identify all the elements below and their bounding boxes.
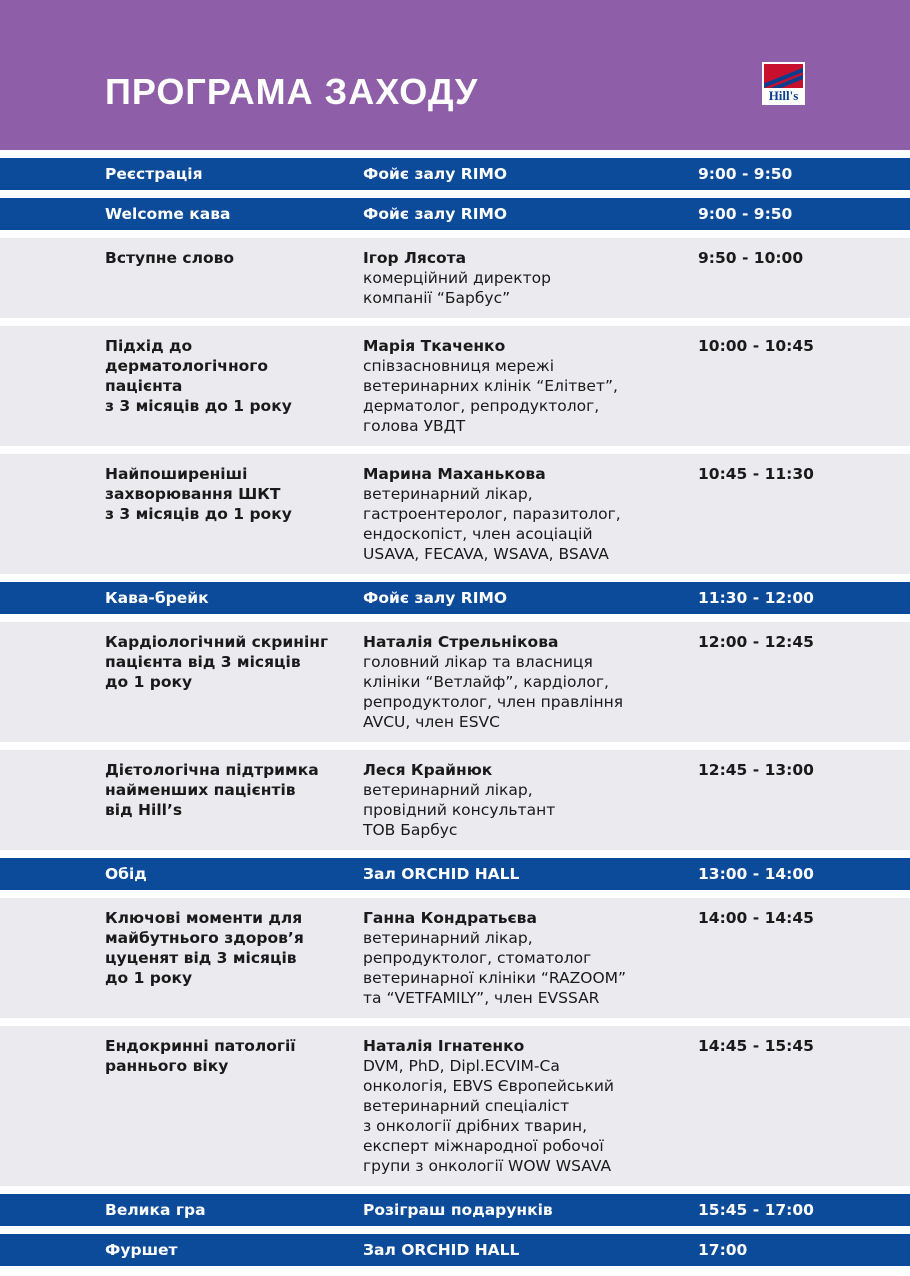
- speaker-block: [363, 632, 683, 732]
- schedule-band-row: [0, 858, 910, 890]
- session-time: 10:45 - 11:30: [698, 465, 814, 483]
- schedule-session-row: [0, 238, 910, 318]
- session-title: Кава-брейк: [105, 589, 209, 607]
- schedule-band-row: [0, 1194, 910, 1226]
- session-time: 14:00 - 14:45: [698, 909, 814, 927]
- schedule-band-row: [0, 158, 910, 190]
- speaker-role: ветеринарний лікар, репродуктолог, стоматолог ветеринарної клініки “RAZOOM” та “VETFAMILY”, член EVSSAR: [363, 929, 627, 1007]
- schedule-session-row: [0, 750, 910, 850]
- hills-logo-text: Hill's: [768, 88, 799, 103]
- speaker-name: Наталія Стрельнікова: [363, 633, 559, 651]
- session-title: Реєстрація: [105, 165, 203, 183]
- speaker-block: [363, 336, 683, 436]
- session-time: 14:45 - 15:45: [698, 1037, 814, 1055]
- speaker-role: комерційний директор компанії “Барбус”: [363, 269, 551, 307]
- session-title: Кардіологічний скринінг пацієнта від 3 місяців до 1 року: [105, 633, 329, 691]
- page-title: ПРОГРАМА ЗАХОДУ: [105, 71, 479, 112]
- speaker-block: [363, 1036, 683, 1176]
- session-title: Дієтологічна підтримка найменших пацієнтів від Hill’s: [105, 761, 319, 819]
- hills-logo-mark-icon: [764, 64, 803, 88]
- session-title: Фуршет: [105, 1241, 178, 1259]
- session-time: 9:50 - 10:00: [698, 249, 804, 267]
- session-title: Ендокринні патології раннього віку: [105, 1037, 296, 1075]
- session-time: 9:00 - 9:50: [698, 205, 793, 223]
- schedule-session-row: [0, 622, 910, 742]
- schedule-band-row: [0, 1234, 910, 1266]
- session-place: Фойє залу RIMO: [363, 205, 508, 223]
- schedule-session-row: [0, 898, 910, 1018]
- speaker-name: Леся Крайнюк: [363, 761, 493, 779]
- speaker-block: [363, 760, 683, 840]
- speaker-name: Марина Маханькова: [363, 465, 546, 483]
- session-time: 15:45 - 17:00: [698, 1201, 814, 1219]
- schedule-band-row: [0, 582, 910, 614]
- session-time: 9:00 - 9:50: [698, 165, 793, 183]
- speaker-block: [363, 248, 683, 308]
- session-place: Зал ORCHID HALL: [363, 1241, 520, 1259]
- session-place: Зал ORCHID HALL: [363, 865, 520, 883]
- speaker-block: [363, 464, 683, 564]
- header-banner: [0, 0, 910, 150]
- speaker-block: [363, 908, 683, 1008]
- speaker-role: ветеринарний лікар, гастроентеролог, паразитолог, ендоскопіст, член асоціацій USAVA, FECAVA, WSAVA, BSAVA: [363, 485, 621, 563]
- session-title: Велика гра: [105, 1201, 206, 1219]
- session-time: 12:45 - 13:00: [698, 761, 814, 779]
- session-title: Вступне слово: [105, 249, 235, 267]
- schedule-session-row: [0, 1026, 910, 1186]
- session-time: 17:00: [698, 1241, 748, 1259]
- speaker-role: DVM, PhD, Dipl.ECVIM-Ca онкологія, EBVS Європейський ветеринарний спеціаліст з онкології дрібних тварин, експерт міжнародної робочої групи з онкології WOW WSAVA: [363, 1057, 614, 1175]
- session-place: Розіграш подарунків: [363, 1201, 553, 1219]
- speaker-role: ветеринарний лікар, провідний консультант ТОВ Барбус: [363, 781, 556, 839]
- speaker-role: співзасновниця мережі ветеринарних клінік “Елітвет”, дерматолог, репродуктолог, голова УВДТ: [363, 357, 618, 435]
- speaker-name: Ганна Кондратьєва: [363, 909, 537, 927]
- schedule-list: [0, 158, 910, 1274]
- session-title: Welcome кава: [105, 205, 231, 223]
- session-time: 10:00 - 10:45: [698, 337, 814, 355]
- session-title: Обід: [105, 865, 147, 883]
- speaker-name: Марія Ткаченко: [363, 337, 506, 355]
- hills-logo: [762, 62, 805, 105]
- speaker-role: головний лікар та власниця клініки “Ветлайф”, кардіолог, репродуктолог, член правління AVCU, член ESVC: [363, 653, 624, 731]
- schedule-band-row: [0, 198, 910, 230]
- schedule-session-row: [0, 454, 910, 574]
- session-time: 11:30 - 12:00: [698, 589, 814, 607]
- session-time: 12:00 - 12:45: [698, 633, 814, 651]
- session-title: Найпоширеніші захворювання ШКТ з 3 місяців до 1 року: [105, 465, 292, 523]
- session-time: 13:00 - 14:00: [698, 865, 814, 883]
- schedule-session-row: [0, 326, 910, 446]
- speaker-name: Ігор Лясота: [363, 249, 467, 267]
- session-title: Ключові моменти для майбутнього здоров’я цуценят від 3 місяців до 1 року: [105, 909, 304, 987]
- session-place: Фойє залу RIMO: [363, 589, 508, 607]
- session-title: Підхід до дерматологічного пацієнта з 3 місяців до 1 року: [105, 337, 292, 415]
- session-place: Фойє залу RIMO: [363, 165, 508, 183]
- speaker-name: Наталія Ігнатенко: [363, 1037, 525, 1055]
